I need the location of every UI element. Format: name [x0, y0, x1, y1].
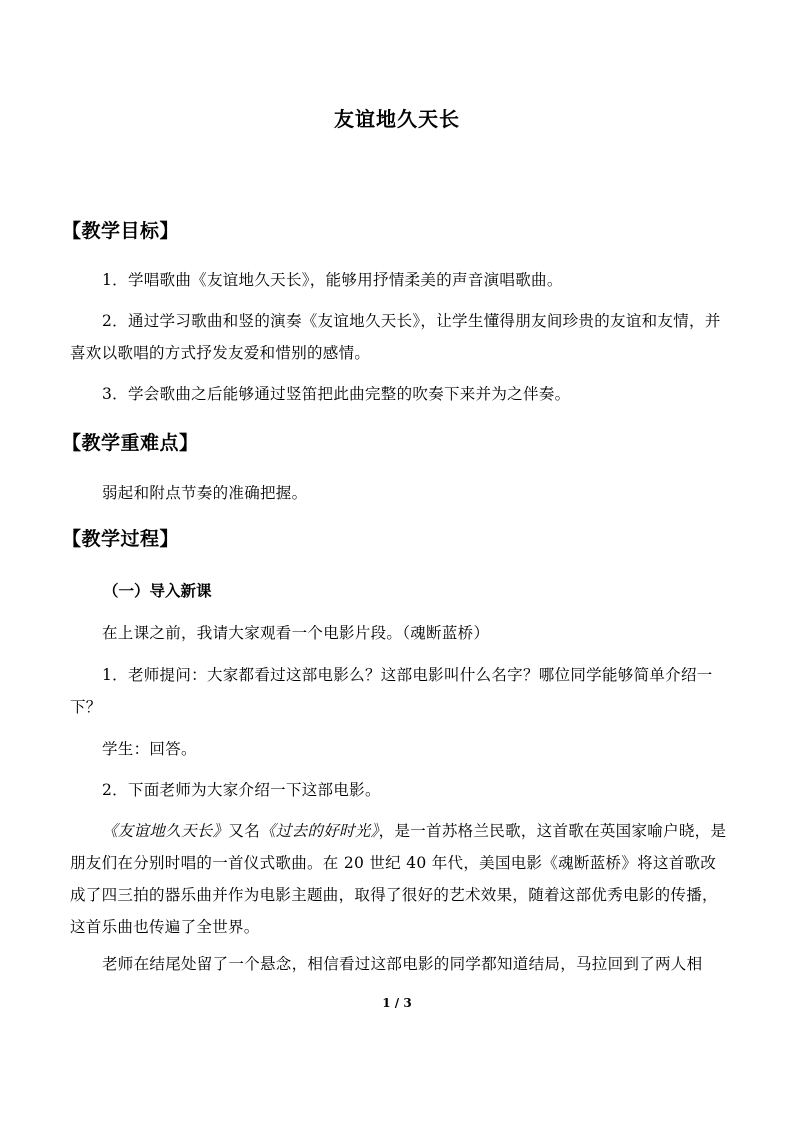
process-subheading: （一）导入新课 — [103, 581, 212, 600]
process-paragraph-1: 在上课之前，我请大家观看一个电影片段。（魂断蓝桥） — [102, 624, 490, 642]
song-introduction — [70, 815, 730, 943]
page-indicator: 1 / 3 — [382, 996, 412, 1010]
document-title: 友谊地久天长 — [334, 107, 460, 131]
objective-item-3: 3．学会歌曲之后能够通过竖笛把此曲完整的吹奏下来并为之伴奏。 — [102, 385, 571, 403]
objectives-heading: 【教学目标】 — [62, 220, 180, 242]
alias-prefix: 又名 — [228, 822, 261, 840]
song-title: 《友谊地久天长》 — [102, 822, 229, 840]
objective-item-2: 2．通过学习歌曲和竖的演奏《友谊地久天长》，让学生懂得朋友间珍贵的友谊和友情，并喜欢以歌唱的方式抒发友爱和惜别的感情。 — [70, 312, 721, 362]
key-points-heading: 【教学重难点】 — [62, 432, 199, 454]
process-paragraph-2: 1．老师提问：大家都看过这部电影么？这部电影叫什么名字？哪位同学能够简单介绍一下？ — [70, 666, 713, 716]
key-points-text: 弱起和附点节奏的准确把握。 — [102, 484, 308, 502]
process-paragraph-3: 学生：回答。 — [102, 740, 197, 758]
process-heading: 【教学过程】 — [62, 528, 180, 550]
song-alias: 《过去的好时光》 — [260, 822, 379, 840]
song-introduction-text: ，是一首苏格兰民歌，这首歌在英国家喻户晓，是朋友们在分别时唱的一首仪式歌曲。在 20 世纪 40 年代，美国电影《魂断蓝桥》将这首歌改成了四三拍的器乐曲并作为电影主题曲，取得了很好的艺术效果，随着这部优秀电影的传播，这首乐曲也传遍了全世界。 — [70, 822, 727, 936]
process-paragraph-4: 2．下面老师为大家介绍一下这部电影。 — [102, 781, 381, 799]
objective-item-1: 1．学唱歌曲《友谊地久天长》，能够用抒情柔美的声音演唱歌曲。 — [102, 271, 563, 289]
process-paragraph-5: 老师在结尾处留了一个悬念，相信看过这部电影的同学都知道结局，马拉回到了两人相 — [102, 955, 703, 973]
